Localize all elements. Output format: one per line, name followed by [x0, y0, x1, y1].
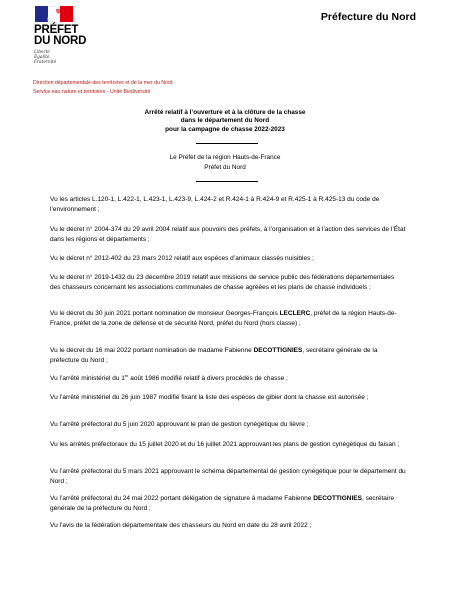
visa-arretes-faisan: Vu les arrêtés préfectoraux du 15 juillet 2020 et du 16 juillet 2021 approuvant les plans de gestion cynégétique du faisan ;	[50, 441, 400, 448]
visa-decret-2019-1432: Vu le décret n° 2019-1432 du 23 décembre 2019 relatif aux missions de service public des fédérations départementales des chasseurs concernant les associations communales de chasse agréées et les plans de chasse individuels ;	[50, 274, 395, 291]
visa-text: Vu le décret du 16 mai 2022 portant nomination de madame Fabienne	[50, 347, 254, 354]
visa-arrete-lievre: Vu l’arrêté préfectoral du 5 juin 2020 approuvant le plan de gestion cynégétique du lièvre ;	[50, 421, 309, 428]
visa-nomination-secretaire	[50, 346, 406, 365]
visa-delegation-signature	[50, 494, 406, 513]
signatory-line-2: Préfet du Nord	[204, 163, 246, 171]
visa-surname: DECOTTIGNIES	[253, 347, 303, 354]
visa-arrete-1987: Vu l’arrêté ministériel du 26 juin 1987 modifié fixant la liste des espèces de gibier dont la chasse est autorisée ;	[50, 394, 369, 401]
visa-decret-2004-374: Vu le décret n° 2004-374 du 29 avril 2004 relatif aux pouvoirs des préfets, à l’organisation et à l’action des services de l’État dans les régions et départements ;	[50, 226, 406, 243]
motto-liberte: Liberté	[34, 50, 50, 55]
service-line-1: Direction départementale des territoires et de la mer du Nord	[33, 80, 173, 86]
prefecture-label: Préfecture du Nord	[320, 11, 416, 23]
signatory-line-1: Le Préfet de la région Hauts-de-France	[169, 154, 281, 161]
visa-avis-federation: Vu l’avis de la fédération départementale des chasseurs du Nord en date du 28 avril 2022 ;	[50, 522, 312, 529]
visa-text: Vu le décret du 30 juin 2021 portant nomination de monsieur Georges-François	[50, 310, 280, 317]
ordinal-superscript: er	[124, 372, 129, 378]
logo-title-line-2: DU NORD	[34, 35, 87, 47]
motto-egalite: Égalité	[34, 55, 50, 61]
visa-surname: DECOTTIGNIES	[313, 495, 362, 502]
visa-code-environnement: Vu les articles L.120-1, L.422-1, L.423-1, L.423-9, L.424-2 et R.424-1 à R.424-9 et R.425-1 à R.425-13 du code de l’environnement ;	[50, 196, 380, 213]
logo-title-line-1: PRÉFET	[34, 24, 79, 36]
separator-rule-bottom	[196, 181, 258, 182]
service-line-2: Service eau nature et territoires - Unité Biodiversité	[33, 88, 151, 95]
visa-decret-2012-402: Vu le décret n° 2012-402 du 23 mars 2012 relatif aux espèces d’animaux classés nuisibles ;	[50, 255, 314, 262]
prefet-du-nord-logo	[34, 6, 104, 66]
republic-motto	[34, 50, 104, 66]
visa-nomination-prefet	[50, 309, 406, 328]
marianne-profile-icon	[42, 7, 64, 22]
service-block	[33, 79, 173, 96]
visa-text: , secrétaire générale de la préfecture du Nord ;	[50, 495, 395, 512]
visa-text: , secrétaire générale de la préfecture du Nord ;	[50, 347, 378, 364]
visa-schema-cynegetique: Vu l’arrêté préfectoral du 5 mars 2021 approuvant le schéma départemental de gestion cynégétique pour le département du Nord ;	[50, 468, 406, 485]
motto-fraternite: Fraternité	[34, 60, 57, 66]
visa-text: août 1986 modifié relatif à divers procédés de chasse ;	[128, 375, 288, 382]
signatory-block	[0, 153, 450, 172]
separator-rule-top	[196, 143, 258, 144]
visa-text: , préfet de la région Hauts-de-France, préfet de la zone de défense et de sécurité Nord, préfet du Nord (hors classe) ;	[50, 310, 397, 327]
visa-text: Vu l’arrêté ministériel du 1	[50, 375, 125, 382]
arrete-title-line-2: dans le département du Nord	[180, 117, 270, 125]
arrete-title	[0, 109, 450, 134]
logo-title	[34, 25, 104, 47]
visa-arrete-1986	[50, 374, 406, 384]
visa-text: Vu l’arrêté préfectoral du 24 mai 2022 portant délégation de signature à madame Fabienne	[50, 495, 314, 502]
visa-surname: LECLERC	[279, 310, 311, 317]
arrete-title-line-1: Arrêté relatif à l’ouverture et à la clôture de la chasse	[144, 109, 306, 116]
arrete-title-line-3: pour la campagne de chasse 2022-2023	[165, 125, 285, 133]
